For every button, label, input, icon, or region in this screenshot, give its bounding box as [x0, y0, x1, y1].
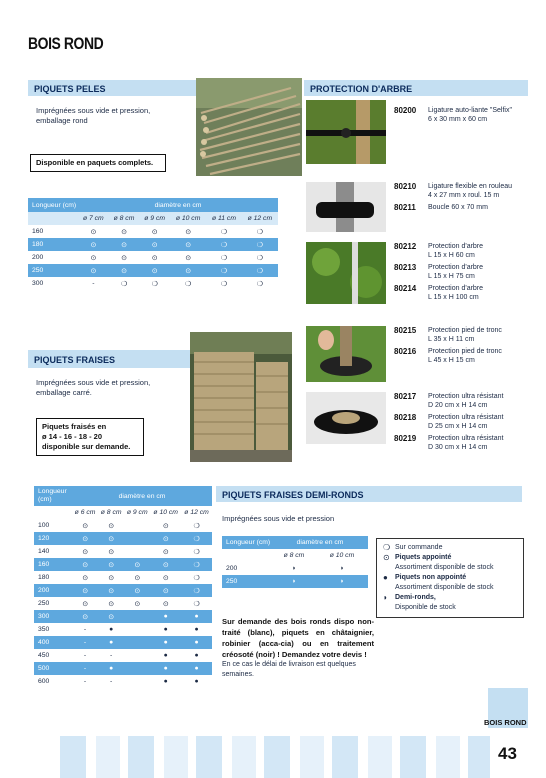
table-cell: ⊙ — [72, 558, 98, 571]
product-size: L 35 x H 11 cm — [428, 336, 475, 343]
table-row — [34, 610, 212, 623]
table-cell: ⊙ — [108, 600, 114, 608]
table-cell: ● — [150, 662, 181, 675]
table-header-cell: ø 7 cm — [78, 212, 109, 225]
photo-milled-stakes — [190, 332, 292, 462]
legend-item — [383, 573, 517, 583]
table-cell: - — [83, 678, 87, 685]
piquets-fraises-desc: Imprégnées sous vide et pression, emballage carré. — [36, 378, 151, 397]
table-cell — [124, 636, 150, 649]
legend-label: Demi-ronds, — [395, 594, 436, 601]
table-cell: ◗ — [272, 575, 316, 588]
table-cell: ⊙ — [170, 264, 206, 277]
table-cell: ⊙ — [121, 254, 127, 262]
table-cell: ⊙ — [108, 548, 114, 556]
table-cell: ❍ — [181, 532, 212, 545]
table-cell: ● — [163, 678, 168, 685]
row-length: 400 — [34, 636, 72, 649]
product-code: 80217 — [394, 392, 417, 401]
table-cell: ❍ — [185, 280, 192, 288]
product-size: L 45 x H 15 cm — [428, 357, 475, 364]
product-desc: Protection d'arbre — [428, 285, 484, 292]
table-diam-label: diamètre en cm — [78, 198, 278, 212]
product-code: 80214 — [394, 284, 417, 293]
table-diam-label: diamètre en cm — [272, 536, 368, 549]
table-row — [28, 251, 278, 264]
table-cell: ⊙ — [82, 548, 88, 556]
protection-item — [394, 326, 532, 344]
table-cell — [124, 545, 150, 558]
product-size: 4 x 27 mm x roul. 15 m — [428, 192, 500, 199]
table-cell: ❍ — [256, 228, 263, 236]
row-length: 350 — [38, 626, 50, 633]
table-cell: ⊙ — [121, 228, 127, 236]
demi-ronds-table — [222, 536, 368, 588]
table-header-cell: ø 8 cm — [98, 506, 124, 519]
table-cell: ● — [194, 678, 199, 685]
row-length: 140 — [38, 548, 50, 555]
row-length: 600 — [38, 678, 50, 685]
table-row — [28, 264, 278, 277]
table-header-cell: ø 10 cm — [150, 506, 181, 519]
legend-item — [383, 593, 517, 603]
table-cell: ⊙ — [98, 584, 124, 597]
product-code: 80200 — [394, 106, 417, 115]
table-cell: ❍ — [256, 254, 263, 262]
table-cell: ❍ — [120, 280, 128, 288]
table-cell: ⊙ — [90, 254, 97, 262]
legend-symbol-icon: ❍ — [383, 543, 391, 552]
protection-group-1 — [394, 106, 532, 127]
row-length: 500 — [34, 662, 72, 675]
table-cell: ⊙ — [139, 238, 170, 251]
legend-sub: Assortiment disponible de stock — [395, 584, 494, 591]
product-code: 80218 — [394, 413, 417, 422]
table-row — [28, 277, 278, 290]
protection-item — [394, 284, 532, 302]
product-code: 80210 — [394, 182, 417, 191]
table-cell: ❍ — [181, 584, 212, 597]
table-row — [34, 636, 212, 649]
piquets-fraises-rows — [34, 519, 212, 688]
row-length: 120 — [34, 532, 72, 545]
product-size: 6 x 30 mm x 60 cm — [428, 116, 488, 123]
product-code: 80216 — [394, 347, 417, 356]
table-cell: ⊙ — [82, 522, 88, 530]
product-code: 80211 — [394, 203, 416, 212]
table-cell: ⊙ — [72, 584, 98, 597]
table-cell: ⊙ — [162, 522, 169, 530]
table-cell: ● — [181, 662, 212, 675]
table-cell — [124, 610, 150, 623]
protection-group-2 — [394, 182, 532, 215]
protection-item — [394, 106, 532, 124]
protection-item — [394, 242, 532, 260]
legend-list — [383, 543, 517, 613]
demi-ronds-heading: PIQUETS FRAISES DEMI-RONDS — [222, 490, 364, 500]
table-cell: ⊙ — [82, 574, 88, 582]
product-code: 80219 — [394, 434, 417, 443]
product-desc: Protection d'arbre — [428, 243, 484, 250]
table-cell: ❍ — [256, 280, 263, 288]
row-length: 180 — [38, 574, 50, 581]
table-cell: ⊙ — [162, 600, 169, 608]
note-line: disponible sur demande. — [42, 442, 131, 451]
product-desc: Ligature flexible en rouleau — [428, 183, 513, 190]
photo-selfix-tie — [306, 100, 386, 164]
row-length: 250 — [38, 600, 50, 607]
table-cell: ● — [150, 610, 181, 623]
protection-header — [304, 80, 528, 96]
product-desc: Ligature auto-liante "Selfix" — [428, 107, 512, 114]
piquets-fraises-header — [28, 350, 190, 368]
table-cell: ❍ — [193, 522, 200, 530]
table-row — [34, 623, 212, 636]
table-row — [28, 225, 278, 238]
table-row — [222, 562, 368, 575]
table-cell: ⊙ — [139, 264, 170, 277]
table-cell: ⊙ — [134, 600, 141, 608]
callout-note: En ce cas le délai de livraison est quelques semaines. — [222, 661, 356, 678]
row-length: 160 — [32, 228, 44, 235]
product-code: 80215 — [394, 326, 417, 335]
protection-item — [394, 413, 532, 431]
callout-bold-text: Sur demande des bois ronds dispo non-traité (blanc), piquets en châtaignier, robinier (acca-cia) ou en traitement créosoté (noir) ! Demandez votre devis ! — [222, 617, 374, 659]
product-desc: Protection ultra résistant — [428, 435, 504, 442]
table-cell: ⊙ — [78, 264, 109, 277]
table-cell: - — [72, 662, 98, 675]
table-cell: ⊙ — [108, 574, 114, 582]
row-length: 250 — [222, 575, 272, 588]
photo-trunk-base-protection — [306, 326, 386, 382]
row-length: 160 — [34, 558, 72, 571]
table-header-cell: ø 6 cm — [72, 506, 98, 519]
table-header-cell: ø 10 cm — [316, 549, 368, 562]
table-cell: ❍ — [242, 238, 278, 251]
table-cell — [124, 675, 150, 688]
table-cell: ⊙ — [151, 228, 158, 236]
demi-ronds-rows — [222, 562, 368, 588]
table-header-cell: ø 9 cm — [124, 506, 150, 519]
table-cell: - — [83, 626, 87, 633]
table-cell: ● — [98, 636, 124, 649]
table-cell: - — [83, 652, 87, 659]
table-row — [34, 662, 212, 675]
table-header-cell: ø 8 cm — [109, 212, 140, 225]
table-row — [34, 584, 212, 597]
table-cell: ⊙ — [150, 584, 181, 597]
product-desc: Protection ultra résistant — [428, 414, 504, 421]
photo-flexible-tie — [306, 182, 386, 232]
table-cell: ⊙ — [151, 254, 158, 262]
table-row — [34, 571, 212, 584]
table-header-cell: ø 8 cm — [272, 549, 316, 562]
row-length: 300 — [32, 280, 44, 287]
protection-item — [394, 434, 532, 452]
legend-symbol-icon: ⊙ — [383, 553, 390, 562]
table-header-cell: ø 12 cm — [181, 506, 212, 519]
table-cell: ⊙ — [98, 558, 124, 571]
table-header-cell: ø 9 cm — [139, 212, 170, 225]
table-cell: ❍ — [193, 600, 200, 608]
table-cell: ⊙ — [108, 522, 114, 530]
table-row — [34, 649, 212, 662]
table-cell: ❍ — [220, 254, 227, 262]
row-length: 300 — [34, 610, 72, 623]
table-cell: - — [72, 636, 98, 649]
demi-ronds-header — [216, 486, 522, 502]
table-cell: ❍ — [242, 264, 278, 277]
legend-item — [383, 543, 517, 553]
piquets-peles-header — [28, 80, 196, 96]
table-col-length: Longueur (cm) — [34, 486, 72, 506]
row-length: 200 — [32, 254, 44, 261]
table-row — [34, 597, 212, 610]
table-cell — [124, 662, 150, 675]
product-desc: Protection d'arbre — [428, 264, 484, 271]
table-cell: ⊙ — [82, 600, 88, 608]
legend-item — [383, 553, 517, 563]
table-cell: ⊙ — [162, 574, 169, 582]
table-cell: ❍ — [220, 280, 227, 288]
table-cell: ⊙ — [72, 532, 98, 545]
table-cell: ⊙ — [109, 264, 140, 277]
table-cell: ⊙ — [162, 548, 169, 556]
piquets-peles-heading: PIQUETS PELES — [34, 84, 106, 94]
table-cell: ⊙ — [150, 532, 181, 545]
table-cell: ● — [181, 610, 212, 623]
legend-sub: Disponible de stock — [395, 604, 456, 611]
table-cell: ◗ — [339, 565, 345, 572]
table-cell — [124, 623, 150, 636]
piquets-peles-rows — [28, 225, 278, 290]
row-length: 100 — [38, 522, 50, 529]
product-code: 80213 — [394, 263, 417, 272]
page-title: BOIS ROND — [28, 34, 104, 53]
piquets-peles-table — [28, 198, 278, 290]
piquets-fraises-note — [36, 418, 144, 456]
protection-group-4 — [394, 326, 532, 368]
table-row — [28, 238, 278, 251]
product-desc: Boucle 60 x 70 mm — [428, 204, 488, 211]
row-length: 180 — [28, 238, 78, 251]
table-cell: ⊙ — [170, 238, 206, 251]
table-header-cell: ø 11 cm — [206, 212, 241, 225]
table-cell: ● — [194, 626, 199, 633]
table-cell: ❍ — [220, 228, 227, 236]
table-cell: ❍ — [206, 264, 241, 277]
table-cell — [124, 519, 150, 532]
table-cell: ❍ — [193, 548, 200, 556]
table-cell — [124, 649, 150, 662]
product-desc: Protection pied de tronc — [428, 348, 502, 355]
table-cell: ⊙ — [72, 610, 98, 623]
table-header-cell: ø 12 cm — [242, 212, 278, 225]
product-size: L 15 x H 60 cm — [428, 252, 475, 259]
piquets-peles-desc: Imprégnées sous vide et pression, emballage rond — [36, 106, 151, 125]
table-header-cell: ø 10 cm — [170, 212, 206, 225]
table-cell: ⊙ — [124, 558, 150, 571]
table-cell: ⊙ — [185, 228, 191, 236]
product-size: L 15 x H 100 cm — [428, 294, 479, 301]
legend-label: Piquets non appointé — [395, 574, 467, 581]
table-cell: ● — [98, 662, 124, 675]
product-size: L 15 x H 75 cm — [428, 273, 475, 280]
table-cell: ⊙ — [98, 610, 124, 623]
table-cell: ⊙ — [78, 238, 109, 251]
legend-label: Piquets appointé — [395, 554, 452, 561]
table-cell: ⊙ — [90, 228, 97, 236]
product-size: D 30 cm x H 14 cm — [428, 444, 488, 451]
demi-ronds-desc: Imprégnées sous vide et pression — [222, 514, 335, 523]
protection-item — [394, 182, 532, 200]
table-row — [34, 532, 212, 545]
protection-heading: PROTECTION D'ARBRE — [310, 84, 413, 94]
photo-tree-protection — [306, 242, 386, 304]
table-row — [34, 519, 212, 532]
legend-symbol-icon: ◗ — [383, 593, 388, 602]
table-cell: ❍ — [193, 574, 200, 582]
product-desc: Protection ultra résistant — [428, 393, 504, 400]
protection-group-5 — [394, 392, 532, 455]
row-length: 450 — [38, 652, 50, 659]
table-cell: ● — [163, 652, 168, 659]
table-cell: ⊙ — [124, 584, 150, 597]
legend — [376, 538, 524, 618]
piquets-peles-note: Disponible en paquets complets. — [30, 154, 166, 172]
table-cell: ❍ — [206, 238, 241, 251]
table-col-length: Longueur (cm) — [222, 536, 272, 549]
protection-group-3 — [394, 242, 532, 305]
note-line: Piquets fraisés en — [42, 422, 107, 431]
table-cell: - — [92, 280, 95, 287]
protection-item — [394, 203, 532, 212]
piquets-fraises-heading: PIQUETS FRAISES — [34, 355, 116, 365]
footer-label: BOIS ROND — [484, 718, 527, 727]
table-row — [34, 558, 212, 571]
table-cell: ❍ — [181, 558, 212, 571]
protection-item — [394, 392, 532, 410]
table-cell: ⊙ — [134, 574, 141, 582]
table-cell: ● — [150, 636, 181, 649]
protection-item — [394, 347, 532, 365]
table-cell — [124, 532, 150, 545]
table-row — [222, 575, 368, 588]
product-code: 80212 — [394, 242, 417, 251]
table-cell: ⊙ — [150, 558, 181, 571]
table-cell: ❍ — [151, 280, 158, 288]
product-size: D 25 cm x H 14 cm — [428, 423, 488, 430]
row-length: 200 — [34, 584, 72, 597]
table-cell: ● — [163, 626, 168, 633]
table-cell: ● — [109, 626, 114, 633]
product-desc: Protection pied de tronc — [428, 327, 502, 334]
table-cell: - — [110, 678, 113, 685]
photo-peeled-stakes — [196, 78, 302, 176]
table-cell: ● — [194, 652, 199, 659]
table-row — [34, 675, 212, 688]
photo-ultra-protection — [306, 392, 386, 444]
product-size: D 20 cm x H 14 cm — [428, 402, 488, 409]
legend-label: Sur commande — [395, 544, 443, 551]
table-cell: ◗ — [316, 575, 368, 588]
protection-item — [394, 263, 532, 281]
table-cell: ⊙ — [98, 532, 124, 545]
table-row — [34, 545, 212, 558]
table-cell: ● — [181, 636, 212, 649]
footer-stripes — [60, 736, 490, 778]
legend-sub: Assortiment disponible de stock — [395, 564, 494, 571]
custom-order-callout — [222, 616, 374, 680]
table-cell: ⊙ — [109, 238, 140, 251]
note-line: ø 14 - 16 - 18 - 20 — [42, 432, 103, 441]
table-diam-label: diamètre en cm — [72, 486, 212, 506]
page-number: 43 — [498, 744, 517, 763]
table-cell: - — [110, 652, 113, 659]
table-col-length: Longueur (cm) — [28, 198, 78, 212]
piquets-fraises-table — [34, 486, 212, 688]
table-cell: ◗ — [291, 565, 297, 572]
row-length: 250 — [28, 264, 78, 277]
row-length: 200 — [226, 565, 238, 572]
legend-symbol-icon: ● — [383, 573, 388, 582]
table-cell: ⊙ — [185, 254, 191, 262]
